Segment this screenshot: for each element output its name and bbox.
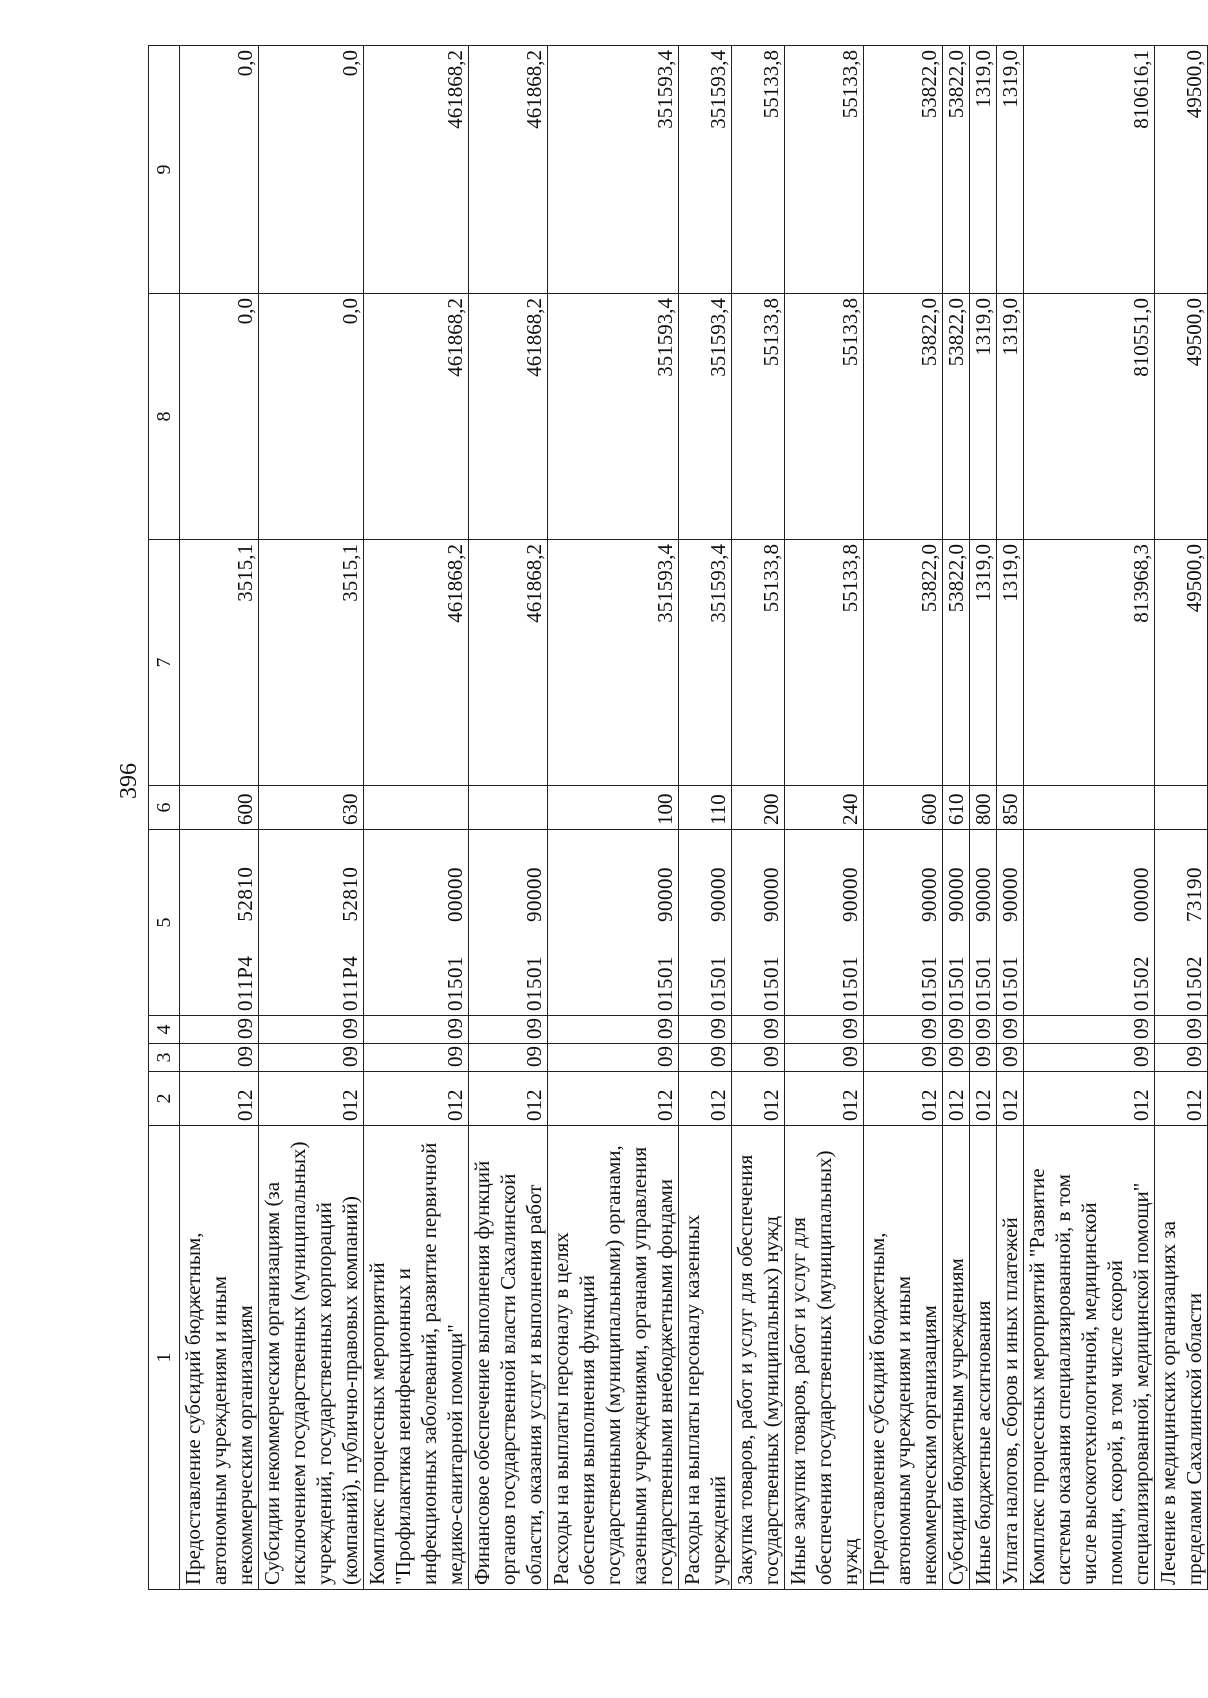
expense-name: Уплата налогов, сборов и иных платежей xyxy=(997,1126,1024,1590)
expense-type-code: 850 xyxy=(997,786,1024,830)
expense-name: Субсидии бюджетным учреждениям xyxy=(943,1126,970,1590)
expense-name: Расходы на выплаты персоналу казенных учреждений xyxy=(679,1126,732,1590)
header-cell-7: 7 xyxy=(149,540,180,786)
target-article-code xyxy=(1155,830,1208,1016)
subsection-code: 09 xyxy=(548,1016,679,1044)
expense-name: Субсидии некоммерческим организациям (за исключением государственных (муниципальных) учреждений, государственных корпораций (компаний), публично-правовых компаний) xyxy=(259,1126,364,1590)
amount-col-7: 351593,4 xyxy=(679,540,732,786)
expense-type-code xyxy=(469,786,548,830)
ministry-code: 012 xyxy=(1155,1072,1208,1126)
direction-code: 90000 xyxy=(998,867,1022,922)
ministry-code: 012 xyxy=(180,1072,259,1126)
section-code: 09 xyxy=(469,1044,548,1072)
table-row xyxy=(180,46,259,1590)
target-article-code xyxy=(997,830,1024,1016)
subsection-code: 09 xyxy=(970,1016,997,1044)
amount-col-9: 1319,0 xyxy=(970,46,997,294)
subsection-code: 09 xyxy=(1155,1016,1208,1044)
header-cell-9: 9 xyxy=(149,46,180,294)
program-code: 01501 xyxy=(653,956,677,1011)
section-code: 09 xyxy=(943,1044,970,1072)
ministry-code: 012 xyxy=(679,1072,732,1126)
header-cell-2: 2 xyxy=(149,1072,180,1126)
expense-name: Предоставление субсидий бюджетным, автономным учреждениям и иным некоммерческим организациям xyxy=(864,1126,943,1590)
table-row xyxy=(364,46,469,1590)
subsection-code: 09 xyxy=(785,1016,864,1044)
table-row xyxy=(732,46,785,1590)
ministry-code: 012 xyxy=(364,1072,469,1126)
amount-col-8: 1319,0 xyxy=(970,294,997,540)
direction-code: 90000 xyxy=(971,867,995,922)
target-article-code xyxy=(970,830,997,1016)
budget-table xyxy=(148,45,1208,1590)
program-code: 01502 xyxy=(1182,956,1206,1011)
expense-name: Иные закупки товаров, работ и услуг для обеспечения государственных (муниципальных) нужд xyxy=(785,1126,864,1590)
subsection-code: 09 xyxy=(469,1016,548,1044)
direction-code: 90000 xyxy=(917,867,941,922)
table-row xyxy=(997,46,1024,1590)
amount-col-8: 461868,2 xyxy=(469,294,548,540)
amount-col-9: 461868,2 xyxy=(469,46,548,294)
amount-col-9: 351593,4 xyxy=(548,46,679,294)
expense-type-code: 630 xyxy=(259,786,364,830)
page-number: 396 xyxy=(116,763,142,799)
table-row xyxy=(785,46,864,1590)
ministry-code: 012 xyxy=(548,1072,679,1126)
amount-col-7: 1319,0 xyxy=(997,540,1024,786)
target-article-code xyxy=(469,830,548,1016)
direction-code: 00000 xyxy=(1129,867,1153,922)
amount-col-9: 0,0 xyxy=(259,46,364,294)
table-row xyxy=(679,46,732,1590)
program-code: 01501 xyxy=(971,956,995,1011)
table-row xyxy=(469,46,548,1590)
direction-code: 73190 xyxy=(1182,867,1206,922)
expense-name: Лечение в медицинских организациях за пределами Сахалинской области xyxy=(1155,1126,1208,1590)
expense-type-code xyxy=(1155,786,1208,830)
subsection-code: 09 xyxy=(1024,1016,1155,1044)
ministry-code: 012 xyxy=(259,1072,364,1126)
program-code: 011P4 xyxy=(338,955,362,1011)
amount-col-8: 53822,0 xyxy=(864,294,943,540)
subsection-code: 09 xyxy=(943,1016,970,1044)
program-code: 01501 xyxy=(522,956,546,1011)
section-code: 09 xyxy=(679,1044,732,1072)
target-article-code xyxy=(785,830,864,1016)
program-code: 01502 xyxy=(1129,956,1153,1011)
amount-col-8: 461868,2 xyxy=(364,294,469,540)
section-code: 09 xyxy=(364,1044,469,1072)
expense-type-code xyxy=(1024,786,1155,830)
table-row xyxy=(864,46,943,1590)
ministry-code: 012 xyxy=(943,1072,970,1126)
subsection-code: 09 xyxy=(259,1016,364,1044)
direction-code: 00000 xyxy=(443,867,467,922)
amount-col-7: 49500,0 xyxy=(1155,540,1208,786)
expense-type-code: 110 xyxy=(679,786,732,830)
program-code: 01501 xyxy=(917,956,941,1011)
direction-code: 90000 xyxy=(838,867,862,922)
section-code: 09 xyxy=(732,1044,785,1072)
amount-col-7: 813968,3 xyxy=(1024,540,1155,786)
amount-col-7: 53822,0 xyxy=(864,540,943,786)
target-article-code xyxy=(548,830,679,1016)
amount-col-8: 53822,0 xyxy=(943,294,970,540)
amount-col-8: 0,0 xyxy=(259,294,364,540)
table-row xyxy=(548,46,679,1590)
expense-name: Комплекс процессных мероприятий "Развитие системы оказания специализированной, в том числе высокотехнологичной, медицинской помощи, скорой, в том числе скорой специализированной, медицинской помощи" xyxy=(1024,1126,1155,1590)
program-code: 01501 xyxy=(759,956,783,1011)
target-article-code xyxy=(1024,830,1155,1016)
program-code: 01501 xyxy=(998,956,1022,1011)
subsection-code: 09 xyxy=(997,1016,1024,1044)
amount-col-9: 0,0 xyxy=(180,46,259,294)
section-code: 09 xyxy=(864,1044,943,1072)
expense-type-code: 100 xyxy=(548,786,679,830)
section-code: 09 xyxy=(1155,1044,1208,1072)
expense-type-code: 800 xyxy=(970,786,997,830)
table-row xyxy=(970,46,997,1590)
direction-code: 90000 xyxy=(944,867,968,922)
expense-type-code: 600 xyxy=(864,786,943,830)
amount-col-9: 55133,8 xyxy=(732,46,785,294)
direction-code: 52810 xyxy=(338,866,362,922)
expense-type-code xyxy=(364,786,469,830)
amount-col-9: 461868,2 xyxy=(364,46,469,294)
section-code: 09 xyxy=(180,1044,259,1072)
amount-col-7: 461868,2 xyxy=(469,540,548,786)
header-cell-3: 3 xyxy=(149,1044,180,1072)
table-row xyxy=(943,46,970,1590)
program-code: 01501 xyxy=(443,956,467,1011)
section-code: 09 xyxy=(785,1044,864,1072)
amount-col-9: 53822,0 xyxy=(864,46,943,294)
amount-col-7: 55133,8 xyxy=(732,540,785,786)
amount-col-8: 1319,0 xyxy=(997,294,1024,540)
amount-col-7: 3515,1 xyxy=(180,540,259,786)
program-code: 01501 xyxy=(706,956,730,1011)
expense-type-code: 200 xyxy=(732,786,785,830)
table-row xyxy=(259,46,364,1590)
direction-code: 90000 xyxy=(759,867,783,922)
table-row xyxy=(1024,46,1155,1590)
ministry-code: 012 xyxy=(864,1072,943,1126)
amount-col-7: 3515,1 xyxy=(259,540,364,786)
ministry-code: 012 xyxy=(970,1072,997,1126)
program-code: 01501 xyxy=(944,956,968,1011)
expense-type-code: 600 xyxy=(180,786,259,830)
expense-name: Иные бюджетные ассигнования xyxy=(970,1126,997,1590)
amount-col-9: 1319,0 xyxy=(997,46,1024,294)
section-code: 09 xyxy=(259,1044,364,1072)
expense-name: Финансовое обеспечение выполнения функций органов государственной власти Сахалинской области, оказания услуг и выполнения работ xyxy=(469,1126,548,1590)
target-article-code xyxy=(180,830,259,1016)
amount-col-8: 351593,4 xyxy=(679,294,732,540)
amount-col-8: 351593,4 xyxy=(548,294,679,540)
amount-col-8: 49500,0 xyxy=(1155,294,1208,540)
table-header-row xyxy=(149,46,180,1590)
header-cell-8: 8 xyxy=(149,294,180,540)
direction-code: 90000 xyxy=(653,867,677,922)
direction-code: 90000 xyxy=(706,867,730,922)
target-article-code xyxy=(364,830,469,1016)
header-cell-1: 1 xyxy=(149,1126,180,1590)
amount-col-9: 53822,0 xyxy=(943,46,970,294)
amount-col-8: 55133,8 xyxy=(785,294,864,540)
section-code: 09 xyxy=(997,1044,1024,1072)
header-cell-4: 4 xyxy=(149,1016,180,1044)
rotated-table-frame xyxy=(148,46,1206,1590)
target-article-code xyxy=(732,830,785,1016)
direction-code: 90000 xyxy=(522,867,546,922)
section-code: 09 xyxy=(548,1044,679,1072)
amount-col-7: 53822,0 xyxy=(943,540,970,786)
target-article-code xyxy=(679,830,732,1016)
amount-col-8: 0,0 xyxy=(180,294,259,540)
program-code: 011P4 xyxy=(233,955,257,1011)
amount-col-7: 55133,8 xyxy=(785,540,864,786)
subsection-code: 09 xyxy=(864,1016,943,1044)
subsection-code: 09 xyxy=(679,1016,732,1044)
target-article-code xyxy=(943,830,970,1016)
target-article-code xyxy=(259,830,364,1016)
expense-type-code: 610 xyxy=(943,786,970,830)
expense-name: Комплекс процессных мероприятий "Профилактика неинфекционных и инфекционных заболеваний, развитие первичной медико-санитарной помощи" xyxy=(364,1126,469,1590)
amount-col-9: 49500,0 xyxy=(1155,46,1208,294)
expense-name: Расходы на выплаты персоналу в целях обеспечения выполнения функций государственными (муниципальными) органами, казенными учреждениями, органами управления государственными внебюджетными фондами xyxy=(548,1126,679,1590)
amount-col-9: 810616,1 xyxy=(1024,46,1155,294)
expense-type-code: 240 xyxy=(785,786,864,830)
ministry-code: 012 xyxy=(785,1072,864,1126)
amount-col-7: 351593,4 xyxy=(548,540,679,786)
ministry-code: 012 xyxy=(469,1072,548,1126)
direction-code: 52810 xyxy=(233,866,257,922)
target-article-code xyxy=(864,830,943,1016)
amount-col-9: 351593,4 xyxy=(679,46,732,294)
ministry-code: 012 xyxy=(997,1072,1024,1126)
header-cell-6: 6 xyxy=(149,786,180,830)
expense-name: Закупка товаров, работ и услуг для обеспечения государственных (муниципальных) нужд xyxy=(732,1126,785,1590)
program-code: 01501 xyxy=(838,956,862,1011)
amount-col-8: 810551,0 xyxy=(1024,294,1155,540)
subsection-code: 09 xyxy=(732,1016,785,1044)
table-row xyxy=(1155,46,1208,1590)
amount-col-9: 55133,8 xyxy=(785,46,864,294)
header-cell-5: 5 xyxy=(149,830,180,1016)
subsection-code: 09 xyxy=(180,1016,259,1044)
amount-col-8: 55133,8 xyxy=(732,294,785,540)
subsection-code: 09 xyxy=(364,1016,469,1044)
ministry-code: 012 xyxy=(1024,1072,1155,1126)
section-code: 09 xyxy=(970,1044,997,1072)
amount-col-7: 1319,0 xyxy=(970,540,997,786)
expense-name: Предоставление субсидий бюджетным, автономным учреждениям и иным некоммерческим организациям xyxy=(180,1126,259,1590)
section-code: 09 xyxy=(1024,1044,1155,1072)
amount-col-7: 461868,2 xyxy=(364,540,469,786)
ministry-code: 012 xyxy=(732,1072,785,1126)
